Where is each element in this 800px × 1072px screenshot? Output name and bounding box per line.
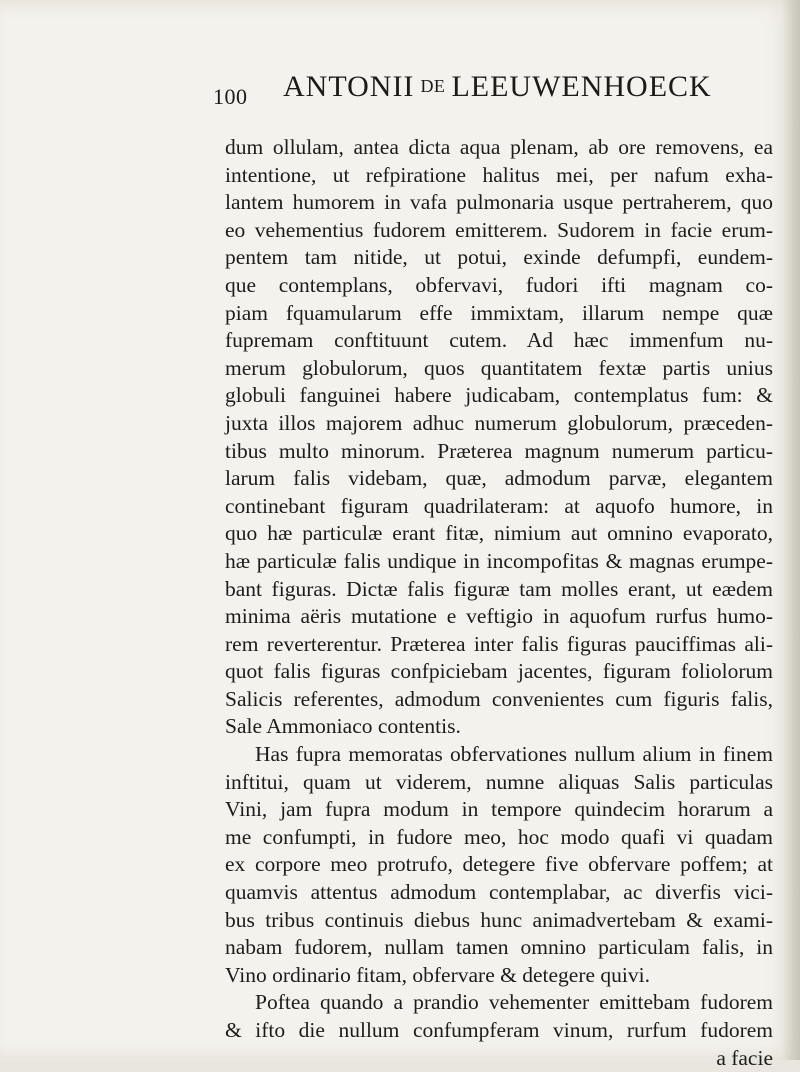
title-surname: LEEUWENHOECK — [451, 70, 712, 103]
text-line: ex corpore meo protrufo, detegere five obfervare poffem; at — [225, 852, 773, 877]
page-number: 100 — [213, 84, 248, 109]
text-line: lantem humorem in vafa pulmonaria usque pertraherem, quo — [225, 190, 773, 215]
title-author: ANTONII — [283, 70, 415, 103]
text-line: continebant figuram quadrilateram: at aquofo humore, in — [225, 493, 773, 518]
text-line: quamvis attentus admodum contemplabar, ac diverfis vici- — [225, 880, 773, 905]
text-line: merum globulorum, quos quantitatem fextæ partis unius — [225, 355, 773, 380]
body-text — [225, 134, 773, 1072]
text-line: hæ particulæ falis undique in incompofitas & magnas erumpe- — [225, 548, 773, 573]
page-edge-shadow — [782, 0, 800, 1060]
title-particle: DE — [420, 76, 446, 96]
text-line: quo hæ particulæ erant fitæ, nimium aut omnino evaporato, — [225, 521, 773, 546]
text-line: tibus multo minorum. Præterea magnum numerum particu- — [225, 438, 773, 463]
text-line: Has fupra memoratas obfervationes nullum alium in finem — [255, 742, 773, 767]
text-line: Vino ordinario fitam, obfervare & detegere quivi. — [225, 962, 650, 987]
text-line: Salicis referentes, admodum convenientes cum figuris falis, — [225, 686, 773, 711]
text-line: quot falis figuras confpiciebam jacentes, figuram foliolorum — [225, 659, 773, 684]
text-line: nabam fudorem, nullam tamen omnino particulam falis, in — [225, 935, 773, 960]
text-line: piam fquamularum effe immixtam, illarum nempe quæ — [225, 300, 773, 325]
text-line: Poftea quando a prandio vehementer emittebam fudorem — [255, 990, 773, 1015]
text-line: globuli fanguinei habere judicabam, contemplatus fum: & — [225, 383, 773, 408]
catchword: a facie — [716, 1045, 773, 1070]
text-line: minima aëris mutatione e veftigio in aquofum rurfus humo- — [225, 604, 773, 629]
text-line: dum ollulam, antea dicta aqua plenam, ab ore removens, ea — [225, 135, 773, 159]
text-line: fupremam conftituunt cutem. Ad hæc immenfum nu- — [225, 328, 773, 353]
text-line: intentione, ut refpiratione halitus mei, per nafum exha- — [225, 162, 773, 187]
text-line: Vini, jam fupra modum in tempore quindecim horarum a — [225, 797, 773, 822]
running-head — [213, 62, 773, 112]
text-line: Sale Ammoniaco contentis. — [225, 714, 461, 739]
text-line: juxta illos majorem adhuc numerum globulorum, præceden- — [225, 410, 773, 435]
text-line: eo vehementius fudorem emitterem. Sudorem in facie erum- — [225, 217, 773, 242]
text-line: que contemplans, obfervavi, fudori ifti magnam co- — [225, 272, 773, 297]
running-title — [283, 70, 712, 104]
text-line: bus tribus continuis diebus hunc animadvertebam & exami- — [225, 907, 773, 932]
text-line: me confumpti, in fudore meo, hoc modo quafi vi quadam — [225, 824, 773, 849]
text-line: pentem tam nitide, ut potui, exinde defumpfi, eundem- — [225, 245, 773, 270]
text-line: rem reverterentur. Præterea inter falis figuras pauciffimas ali- — [225, 631, 773, 656]
text-line: larum falis videbam, quæ, admodum parvæ, elegantem — [225, 466, 773, 491]
text-line: inftitui, quam ut viderem, numne aliquas Salis particulas — [225, 769, 773, 794]
text-line: bant figuras. Dictæ falis figuræ tam molles erant, ut eædem — [225, 576, 773, 601]
text-line: & ifto die nullum confumpferam vinum, rurfum fudorem — [225, 1018, 773, 1042]
